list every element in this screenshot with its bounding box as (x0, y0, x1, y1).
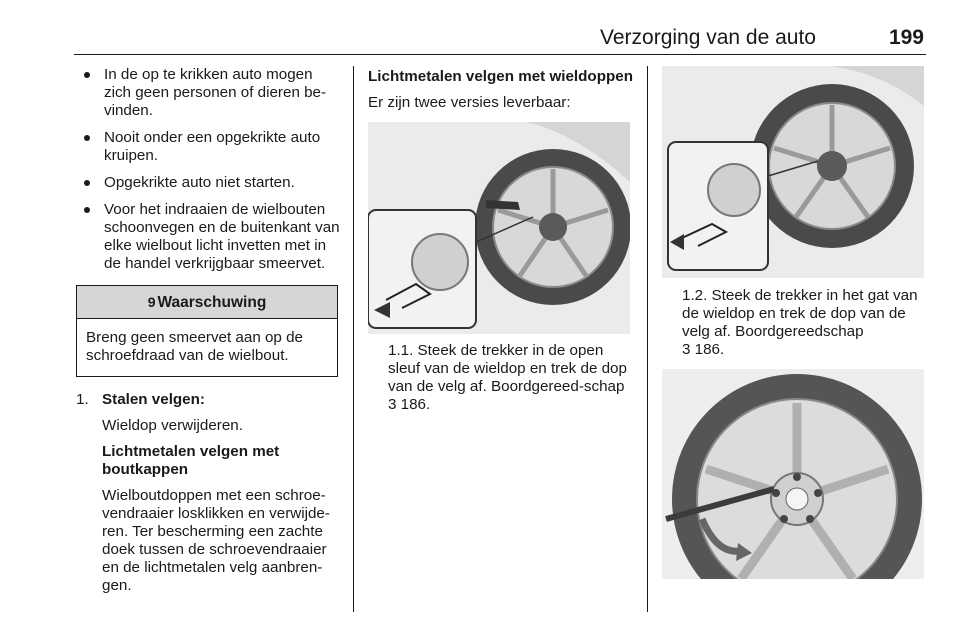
warning-text: Breng geen smeervet aan op de schroefdraad van de wielbout. (86, 329, 303, 364)
list-item: Voor het indraaien de wielbouten schoonvegen en de buitenkant van elke wielbout licht invetten met in de handel verkrijgbaar smeervet. (76, 201, 342, 273)
wheel-cover-illustration-1 (368, 122, 630, 334)
running-header-title: Verzorging van de auto (600, 26, 816, 49)
column-right (662, 66, 928, 579)
page-reference: 3 186. (388, 396, 431, 413)
alloy-wheel-illustration (662, 369, 924, 579)
warning-box (76, 285, 338, 377)
figure-caption: 1.2. Steek de trekker in het gat van de wieldop en trek de dop van de velg af. Boordgereedschap 3 186. (682, 287, 918, 358)
intro-text: Er zijn twee versies leverbaar: (368, 94, 571, 111)
safety-list (76, 66, 342, 273)
column-left (76, 66, 342, 603)
page-number: 199 (888, 26, 924, 49)
figure-caption: 1.1. Steek de trekker in de open sleuf van de wieldop en trek de dop van de velg af. Boordgereed-schap 3 186. (388, 342, 627, 413)
column-middle (368, 66, 634, 414)
step-paragraph: Wielboutdoppen met een schroe-vendraaier losklikken en verwijde-ren. Ter bescherming een zachte doek tussen de schroevendraaier en de lichtmetalen velg aanbren-gen. (102, 487, 330, 594)
warning-header (77, 286, 337, 319)
warning-title: Waarschuwing (157, 294, 267, 311)
step-number: 1. (76, 391, 89, 408)
page-reference: 3 186. (682, 341, 725, 358)
wheel-cover-illustration-2 (662, 66, 924, 278)
list-item: Opgekrikte auto niet starten. (76, 174, 342, 192)
step-text: Wieldop verwijderen. (102, 417, 243, 434)
column-divider-1 (353, 66, 354, 612)
step-1 (76, 391, 342, 595)
column-divider-2 (647, 66, 648, 612)
list-item: In de op te krikken auto mogen zich geen personen of dieren be-vinden. (76, 66, 342, 120)
list-item: Nooit onder een opgekrikte auto kruipen. (76, 129, 342, 165)
step-title: Stalen velgen: (102, 391, 205, 408)
warning-symbol: 9 (147, 294, 156, 310)
header-rule (74, 54, 926, 55)
subheading: Lichtmetalen velgen met boutkappen (102, 443, 280, 478)
section-heading: Lichtmetalen velgen met wieldoppen (368, 68, 633, 85)
